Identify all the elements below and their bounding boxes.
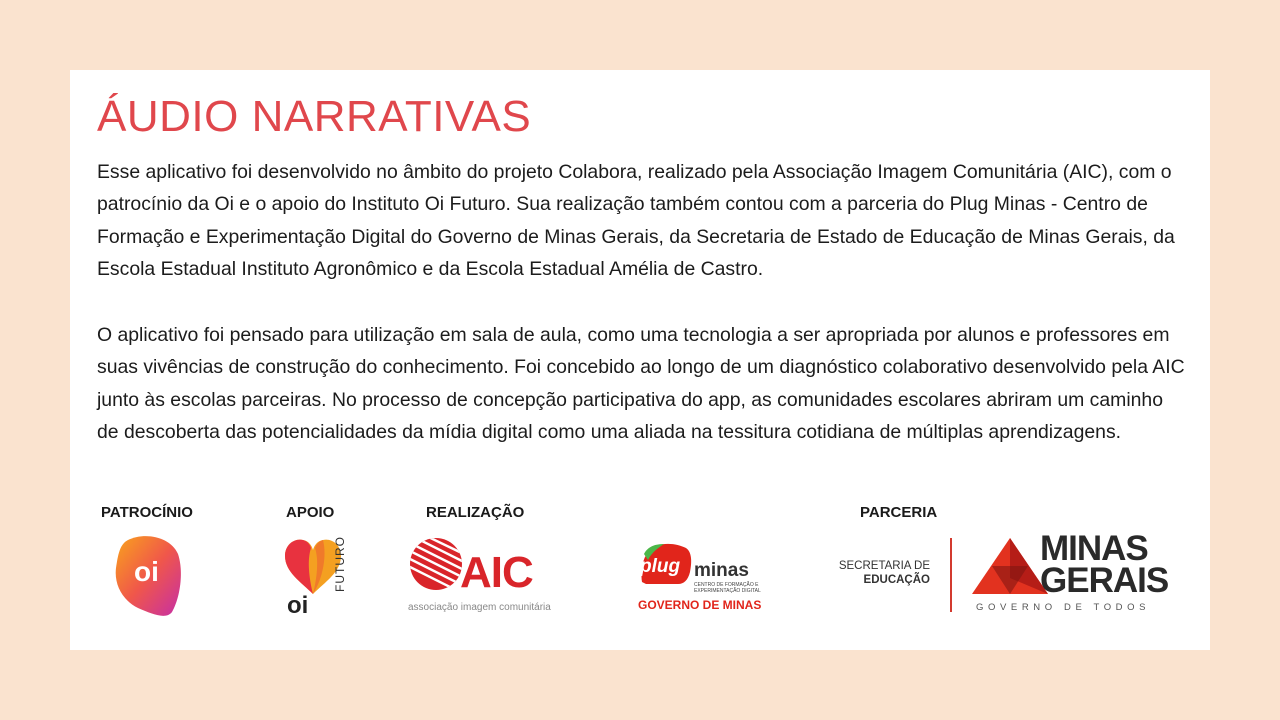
plug-governo-text: GOVERNO DE MINAS [638, 598, 762, 612]
content-card [70, 70, 1210, 650]
plug-subtitle-line2: EXPERIMENTAÇÃO DIGITAL [694, 588, 761, 594]
secretaria-educacao-logo [838, 560, 938, 594]
aic-logo [408, 536, 551, 620]
plug-subtitle-line1: CENTRO DE FORMAÇÃO E [694, 582, 759, 588]
oi-futuro-futuro-text: FUTURO [333, 536, 347, 592]
oi-logo [114, 532, 186, 618]
aic-globe-icon [408, 536, 464, 592]
plug-subtitle [694, 582, 761, 594]
oi-logo-text: oi [134, 556, 159, 587]
label-realizacao: REALIZAÇÃO [426, 504, 525, 521]
minas-gerais-triangle-icon [970, 536, 1050, 598]
page-title: ÁUDIO NARRATIVAS [97, 92, 532, 141]
aic-subtitle: associação imagem comunitária [408, 602, 551, 613]
minas-gerais-governo: GOVERNO DE TODOS [976, 602, 1151, 613]
label-patrocinio: PATROCÍNIO [101, 504, 193, 521]
plug-minas-logo [638, 542, 768, 614]
minas-text: minas [694, 560, 749, 581]
description-paragraph: O aplicativo foi pensado para utilização em sala de aula, como uma tecnologia a ser apropriada por alunos e professores em suas vivências de construção do conhecimento. Foi concebido ao longo de um diagnóstico colaborativo desenvolvido pela AIC junto às escolas parceiras. No processo de concepção participativa do app, as comunidades escolares abriram um caminho de descoberta das potencialidades da mídia digital como uma aliada na tessitura cotidiana de múltiplas aprendizagens. [97, 324, 1185, 443]
oi-futuro-oi-text: oi [287, 592, 309, 619]
secretaria-line2: EDUCAÇÃO [863, 574, 930, 586]
secretaria-line1: SECRETARIA DE [838, 560, 930, 572]
oi-futuro-logo [281, 536, 371, 622]
label-parceria: PARCERIA [860, 504, 938, 521]
logo-divider [950, 538, 952, 612]
minas-gerais-line2: GERAIS [1040, 561, 1169, 600]
intro-paragraph: Esse aplicativo foi desenvolvido no âmbito do projeto Colabora, realizado pela Associação Imagem Comunitária (AIC), com o patrocínio da Oi e o apoio do Instituto Oi Futuro. Sua realização também contou com a parceria do Plug Minas - Centro de Formação e Experimentação Digital do Governo de Minas Gerais, da Secretaria de Estado de Educação de Minas Gerais, da Escola Estadual Instituto Agronômico e da Escola Estadual Amélia de Castro. [97, 161, 1175, 280]
minas-gerais-logo [970, 529, 1169, 616]
aic-logo-text: AIC [460, 548, 533, 597]
plug-text: plug [640, 556, 681, 577]
minas-gerais-line1: MINAS [1040, 529, 1148, 568]
label-apoio: APOIO [286, 504, 335, 521]
